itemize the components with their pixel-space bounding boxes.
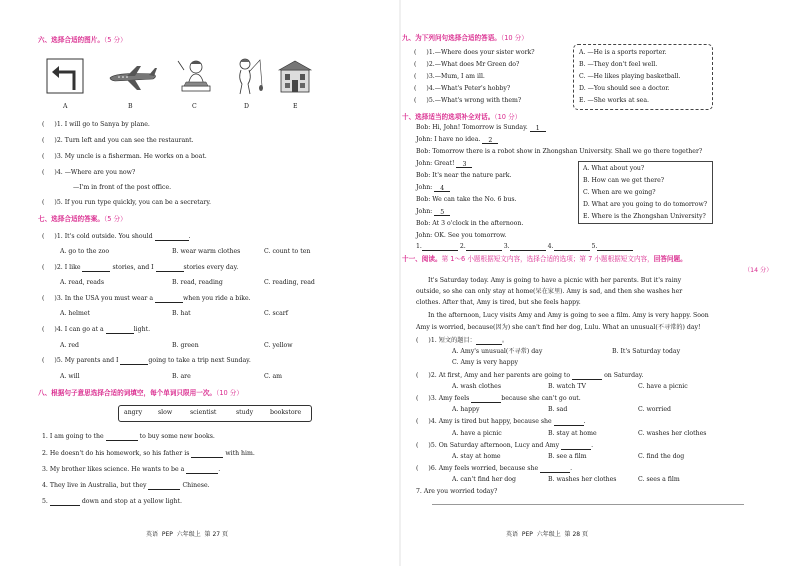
s7-q5-option-c: C. am <box>264 373 283 380</box>
s11-q5-option-a: A. stay at home <box>452 453 501 460</box>
fill-blank[interactable] <box>540 466 570 473</box>
s10-option-a: A. What about you? <box>583 165 645 172</box>
s10-line-10: John: OK. See you tomorrow. <box>416 232 507 239</box>
s7-q3: ( )3. In the USA you must wear a when you ride a bike. <box>42 295 251 302</box>
page-footer-left: 英语 PEP 六年级上 第 27 页 <box>146 531 228 538</box>
section-9-points: （10 分） <box>500 34 528 42</box>
s11-q3: ( )3. Amy feels because she can't go out. <box>416 395 581 402</box>
dialog-blank-1[interactable]: 1 <box>530 125 546 132</box>
section-6-heading <box>38 36 127 44</box>
s7-q2-option-b: B. read, reading <box>172 279 223 286</box>
image-label-a: A <box>63 103 68 110</box>
s7-q4-option-a: A. red <box>60 342 79 349</box>
section-11-instruction-bold: 回答问题。 <box>653 255 687 263</box>
s10-line-9: Bob: At 3 o'clock in the afternoon. <box>416 220 524 227</box>
s9-answer-a: A. —He is a sports reporter. <box>579 49 667 56</box>
passage-line-1: It's Saturday today. Amy is going to have a picnic with her parents. But it's rainy <box>428 277 682 284</box>
s9-item-4: ( )4.—What's Peter's hobby? <box>414 85 511 92</box>
s7-q2-option-a: A. read, reads <box>60 279 105 286</box>
image-label-b: B <box>128 103 133 110</box>
section-9-heading <box>402 34 528 42</box>
secretary-typing-icon <box>176 56 216 96</box>
section-11-title: 十一、阅读。 <box>402 255 442 263</box>
fill-blank[interactable] <box>155 234 189 241</box>
s10-answer-row: 1. 2. 3. 4. 5. <box>416 243 633 251</box>
s9-answer-b: B. —They don't feel well. <box>579 61 658 68</box>
s8-item-5: 5. down and stop at a yellow light. <box>42 498 182 505</box>
section-11-points: （14 分） <box>744 267 773 274</box>
section-7-heading <box>38 215 127 223</box>
s11-q6-option-b: B. washes her clothes <box>548 476 617 483</box>
s8-item-2: 2. He doesn't do his homework, so his father is with him. <box>42 450 255 457</box>
airplane-icon <box>107 64 159 92</box>
s6-item-4: ( )4. —Where are you now? <box>42 169 136 176</box>
s7-q3-option-c: C. scarf <box>264 310 289 317</box>
s11-q2-option-b: B. watch TV <box>548 383 586 390</box>
fill-blank[interactable] <box>476 338 502 345</box>
s7-q5-option-b: B. are <box>172 373 191 380</box>
word-bank-angry: angry <box>124 409 143 416</box>
s9-answer-d: D. —You should see a doctor. <box>579 85 670 92</box>
s11-q2: ( )2. At first, Amy and her parents are going to on Saturday. <box>416 372 644 379</box>
fill-blank[interactable] <box>572 373 602 380</box>
dialog-blank-5[interactable]: 5 <box>434 209 450 216</box>
answer-line-5[interactable] <box>597 244 633 251</box>
s10-line-6: John: 4 <box>416 184 450 192</box>
s11-q4-option-c: C. washes her clothes <box>638 430 707 437</box>
s10-line-1: Bob: Hi, John! Tomorrow is Sunday. 1 <box>416 124 546 132</box>
section-6-points: （5 分） <box>103 36 127 44</box>
s6-item-3: ( )3. My uncle is a fisherman. He works on a boat. <box>42 153 207 160</box>
s10-line-7: Bob: We can take the No. 6 bus. <box>416 196 517 203</box>
s7-q4-option-c: C. yellow <box>264 342 293 349</box>
s7-q1: ( )1. It's cold outside. You should . <box>42 233 191 240</box>
s10-option-c: C. When are we going? <box>583 189 656 196</box>
section-8-heading <box>38 389 243 397</box>
answer-line-3[interactable] <box>510 244 546 251</box>
section-6-title: 六、选择合适的图片。 <box>38 36 104 44</box>
passage-line-2: outside, so she can only stay at home(呆在家里). Amy is sad, and then she washes her <box>416 288 683 295</box>
section-11-heading <box>402 255 687 263</box>
section-11-instruction: 第 1～6 小题根据短文内容，选择合适的选项；第 7 小题根据短文内容， <box>441 255 654 263</box>
s7-q1-option-c: C. count to ten <box>264 248 311 255</box>
s7-q1-option-b: B. wear warm clothes <box>172 248 241 255</box>
s10-line-3: Bob: Tomorrow there is a robot show in Zhongshan University. Shall we go there together? <box>416 148 703 155</box>
fill-blank[interactable] <box>106 434 138 441</box>
q7-answer-line[interactable] <box>432 504 744 505</box>
passage-line-3: clothes. After that, Amy is tired, but she feels happy. <box>416 299 581 306</box>
s11-q4: ( )4. Amy is tired but happy, because she . <box>416 418 586 425</box>
s7-q5: ( )5. My parents and I going to take a trip next Sunday. <box>42 357 251 364</box>
section-10-title: 十、选择适当的选项补全对话。 <box>402 113 495 121</box>
answer-line-4[interactable] <box>554 244 590 251</box>
dialog-blank-3[interactable]: 3 <box>456 161 472 168</box>
s11-q5-option-c: C. find the dog <box>638 453 685 460</box>
s8-item-4: 4. They live in Australia, but they Chinese. <box>42 482 210 489</box>
fill-blank[interactable] <box>148 483 180 490</box>
s11-q6-option-a: A. can't find her dog <box>452 476 516 483</box>
s10-option-e: E. Where is the Zhongshan University? <box>583 213 706 220</box>
s11-q6: ( )6. Amy feels worried, because she . <box>416 465 573 472</box>
right-page <box>402 0 800 566</box>
s11-q4-option-a: A. have a picnic <box>452 430 502 437</box>
section-9-title: 九、为下列问句选择合适的答语。 <box>402 34 501 42</box>
s6-item-2: ( )2. Turn left and you can see the restaurant. <box>42 137 194 144</box>
s11-q3-option-c: C. worried <box>638 406 671 413</box>
answer-line-2[interactable] <box>466 244 502 251</box>
s7-q4: ( )4. I can go at a light. <box>42 326 151 333</box>
s11-q7: 7. Are you worried today? <box>416 488 498 495</box>
word-bank-slow: slow <box>158 409 173 416</box>
s6-item-4-reply: —I'm in front of the post office. <box>73 184 172 191</box>
fill-blank[interactable] <box>155 296 183 303</box>
s6-item-1: ( )1. I will go to Sanya by plane. <box>42 121 150 128</box>
fill-blank[interactable] <box>106 327 134 334</box>
s8-item-3: 3. My brother likes science. He wants to be a . <box>42 466 221 473</box>
image-label-d: D <box>244 103 249 110</box>
s8-item-1: 1. I am going to the to buy some new books. <box>42 433 215 440</box>
dialog-blank-2[interactable]: 2 <box>482 137 498 144</box>
section-10-heading <box>402 113 521 121</box>
word-bank-study: study <box>236 409 254 416</box>
dialog-blank-4[interactable]: 4 <box>434 185 450 192</box>
s11-q1-option-c: C. Amy is very happy <box>452 359 519 366</box>
s9-item-3: ( )3.—Mum, I am ill. <box>414 73 485 80</box>
s11-q3-option-b: B. sad <box>548 406 568 413</box>
fill-blank[interactable] <box>561 443 591 450</box>
fill-blank[interactable] <box>82 265 110 272</box>
fill-blank[interactable] <box>554 419 584 426</box>
s9-answer-e: E. —She works at sea. <box>579 97 649 104</box>
page-fold <box>399 0 401 566</box>
s10-line-2: John: I have no idea. 2 <box>416 136 498 144</box>
s11-q5-option-b: B. see a film <box>548 453 587 460</box>
section-7-points: （5 分） <box>103 215 127 223</box>
s10-line-4: John: Great! 3 <box>416 160 472 168</box>
fisherman-icon <box>232 56 264 96</box>
s10-option-b: B. How can we get there? <box>583 177 665 184</box>
s11-q5: ( )5. On Saturday afternoon, Lucy and Amy . <box>416 442 594 449</box>
s7-q2: ( )2. I like stories, and I stories every day. <box>42 264 239 271</box>
left-page <box>0 0 398 566</box>
s11-q4-option-b: B. stay at home <box>548 430 597 437</box>
word-bank-bookstore: bookstore <box>270 409 302 416</box>
s6-item-5: ( )5. If you run type quickly, you can be a secretary. <box>42 199 212 206</box>
fill-blank[interactable] <box>471 396 501 403</box>
s11-q1-option-a: A. Amy's unusual(不寻常) day <box>452 348 543 355</box>
page-footer-right: 英语 PEP 六年级上 第 28 页 <box>506 531 588 538</box>
s7-q5-option-a: A. will <box>60 373 80 380</box>
s9-item-5: ( )5.—What's wrong with them? <box>414 97 522 104</box>
s7-q2-option-c: C. reading, read <box>264 279 315 286</box>
passage-line-5: Amy is worried, because(因为) she can't find her dog, Lulu. What an unusual(不寻常的) day! <box>416 324 701 331</box>
s11-q2-option-c: C. have a picnic <box>638 383 688 390</box>
fill-blank[interactable] <box>120 358 148 365</box>
fill-blank[interactable] <box>191 451 223 458</box>
s11-q1-option-b: B. It's Saturday today <box>612 348 681 355</box>
s9-item-2: ( )2.—What does Mr Green do? <box>414 61 520 68</box>
s9-item-1: ( )1.—Where does your sister work? <box>414 49 535 56</box>
image-label-e: E <box>293 103 298 110</box>
s9-answer-c: C. —He likes playing basketball. <box>579 73 681 80</box>
turn-left-sign-icon <box>46 58 84 94</box>
s11-q1: ( )1. 短文的题目： 。 <box>416 337 509 344</box>
s11-q2-option-a: A. wash clothes <box>452 383 501 390</box>
word-bank-scientist: scientist <box>190 409 217 416</box>
image-label-c: C <box>192 103 197 110</box>
s7-q3-option-a: A. helmet <box>60 310 91 317</box>
section-7-title: 七、选择合适的答案。 <box>38 215 104 223</box>
s10-option-d: D. What are you going to do tomorrow? <box>583 201 708 208</box>
post-office-building-icon <box>277 58 313 94</box>
answer-line-1[interactable] <box>422 244 458 251</box>
s7-q3-option-b: B. hat <box>172 310 191 317</box>
s7-q1-option-a: A. go to the zoo <box>60 248 110 255</box>
s10-line-5: Bob: It's near the nature park. <box>416 172 512 179</box>
s7-q4-option-b: B. green <box>172 342 199 349</box>
section-10-points: （10 分） <box>494 113 522 121</box>
fill-blank[interactable] <box>156 265 184 272</box>
fill-blank[interactable] <box>186 467 218 474</box>
section-8-title: 八、根据句子意思选择合适的词填空，每个单词只限用一次。 <box>38 389 217 397</box>
s11-q6-option-c: C. sees a film <box>638 476 680 483</box>
s11-q3-option-a: A. happy <box>452 406 480 413</box>
fill-blank[interactable] <box>50 499 80 506</box>
s10-line-8: John: 5 <box>416 208 450 216</box>
passage-line-4: In the afternoon, Lucy visits Amy and Amy is going to see a film. Amy is very happy. Soon <box>428 312 709 319</box>
section-8-points: （10 分） <box>216 389 243 397</box>
